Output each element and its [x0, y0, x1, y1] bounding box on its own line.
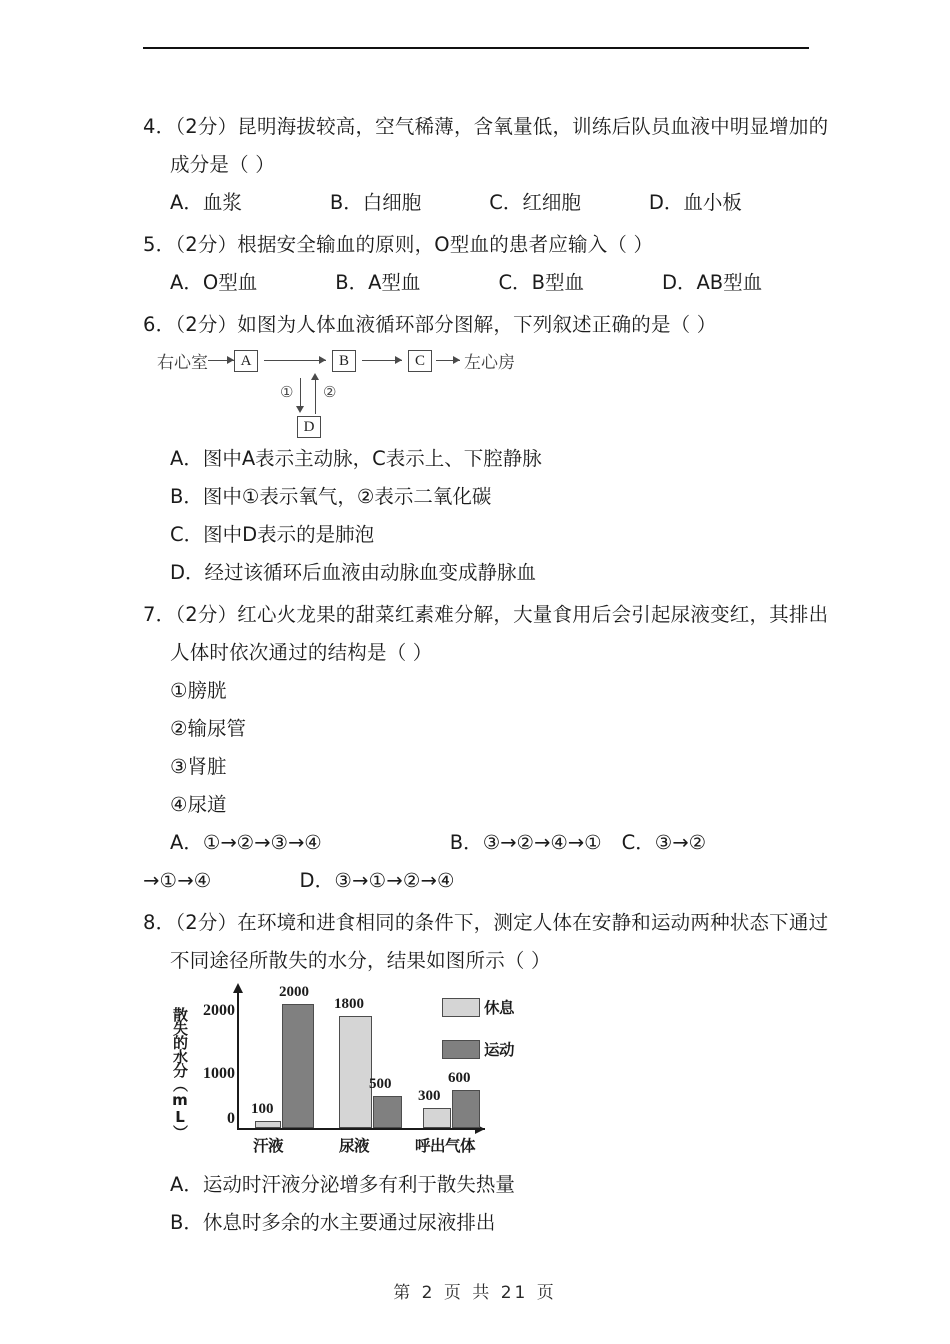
page-footer: 第 2 页 共 21 页: [393, 1283, 557, 1303]
question-7-item-3: ③肾脏: [170, 755, 227, 778]
option-c-label: C．: [621, 831, 655, 854]
option-b-label: B．: [335, 271, 369, 294]
bar-exercise-urine: [373, 1096, 402, 1128]
question-8: [143, 904, 829, 1242]
option-d-text: 经过该循环后血液由动脉血变成静脉血: [204, 561, 537, 584]
header-divider: [143, 47, 809, 49]
option-d-text: ③→①→②→④: [334, 869, 455, 892]
chart-y-axis-label: 散失的水分（mL）: [171, 1007, 189, 1139]
page-content: [143, 108, 829, 1246]
question-6: [143, 306, 815, 592]
chart-x-axis: [237, 1128, 485, 1130]
question-5-options: [143, 264, 815, 302]
option-c-label: C．: [498, 271, 532, 294]
option-a-text: 图中A表示主动脉，C表示上、下腔静脉: [202, 447, 542, 470]
option-a-label: A．: [170, 447, 203, 470]
water-loss-bar-chart: [167, 984, 515, 1164]
option-c-text: 图中D表示的是肺泡: [203, 523, 375, 546]
question-7-option-c-continued[interactable]: →①→④: [143, 869, 212, 892]
question-7: [143, 596, 829, 900]
question-4-stem-line-1: 4．（2分）昆明海拔较高，空气稀薄，含氧量低，训练后队员血液中明显增加的: [143, 115, 829, 138]
question-4-option-c[interactable]: [489, 184, 581, 222]
question-8-stem-line-1: 8．（2分）在环境和进食相同的条件下，测定人体在安静和运动两种状态下通过: [143, 911, 829, 934]
chart-y-axis: [237, 992, 239, 1130]
bar-value-exercise-exhaled: 600: [448, 1070, 471, 1086]
legend-label-exercise: 运动: [484, 1041, 515, 1059]
bar-exercise-sweat: [282, 1004, 314, 1128]
diagram-start-label: 右心室: [157, 353, 208, 373]
question-5-option-b[interactable]: [335, 264, 420, 302]
option-d-text: 血小板: [683, 191, 742, 214]
option-c-text: B型血: [531, 271, 584, 294]
legend-swatch-exercise: [442, 1040, 480, 1059]
option-d-label: D．: [170, 561, 205, 584]
legend-swatch-rest: [442, 998, 480, 1017]
bar-rest-urine: [339, 1016, 372, 1128]
option-d-text: AB型血: [696, 271, 763, 294]
option-b-text: 休息时多余的水主要通过尿液排出: [202, 1211, 496, 1234]
arrow-right-icon: [208, 356, 234, 366]
question-7-stem-line-2: 人体时依次通过的结构是（ ）: [170, 641, 433, 664]
blood-circulation-diagram: [143, 346, 815, 438]
question-7-option-a[interactable]: [170, 824, 322, 862]
arrow-right-icon: [436, 356, 460, 366]
option-d-label: D．: [648, 191, 684, 214]
question-7-stem-line-1: 7．（2分）红心火龙果的甜菜红素难分解，大量食用后会引起尿液变红，其排出: [143, 603, 829, 626]
option-b-label: B．: [329, 191, 363, 214]
axis-arrow-up-icon: [233, 983, 243, 993]
diagram-box-a: A: [234, 350, 258, 372]
question-7-option-c[interactable]: [622, 824, 706, 862]
question-6-option-c[interactable]: [143, 516, 815, 554]
option-b-label: B．: [170, 1211, 203, 1234]
option-a-text: 血浆: [202, 191, 242, 214]
option-a-text: 运动时汗液分泌增多有利于散失热量: [202, 1173, 515, 1196]
bar-value-rest-sweat: 100: [251, 1101, 274, 1117]
option-c-label: C．: [170, 523, 204, 546]
option-d-label: D．: [661, 271, 697, 294]
diagram-box-b: B: [332, 350, 356, 372]
option-a-text: O型血: [202, 271, 258, 294]
question-7-option-d[interactable]: [299, 862, 454, 900]
option-c-text: 红细胞: [522, 191, 581, 214]
question-4-option-d[interactable]: [649, 184, 742, 222]
option-b-label: B．: [170, 485, 203, 508]
bar-rest-sweat: [255, 1121, 281, 1128]
diagram-end-label: 左心房: [464, 353, 515, 373]
option-a-label: A．: [170, 191, 203, 214]
question-4-option-b[interactable]: [330, 184, 421, 222]
chart-category-label-sweat: 汗液: [253, 1137, 284, 1155]
question-4-options: [143, 184, 815, 222]
option-b-text: ③→②→④→①: [482, 831, 602, 854]
question-5-option-d[interactable]: [662, 264, 762, 302]
chart-y-tick-2000: 2000: [203, 1002, 235, 1019]
chart-legend: [442, 996, 572, 1080]
chart-y-tick-0: 0: [227, 1110, 235, 1127]
question-5-option-c[interactable]: [498, 264, 584, 302]
question-4-option-a[interactable]: [170, 184, 242, 222]
option-b-text: 白细胞: [362, 191, 422, 214]
question-6-option-b[interactable]: [143, 478, 815, 516]
option-b-label: B．: [449, 831, 483, 854]
diagram-exchange-group: [157, 370, 417, 438]
chart-category-label-exhaled: 呼出气体: [415, 1137, 476, 1155]
bar-rest-exhaled: [423, 1108, 451, 1128]
chart-y-ticks: [191, 986, 235, 1146]
question-6-option-a[interactable]: [143, 440, 815, 478]
question-8-option-a[interactable]: [143, 1166, 815, 1204]
question-7-item-2: ②输尿管: [170, 717, 246, 740]
option-a-text: ①→②→③→④: [202, 831, 322, 854]
option-b-text: A型血: [368, 271, 421, 294]
diagram-box-d: D: [297, 416, 321, 438]
diagram-mark-1: ①: [280, 385, 294, 401]
arrow-up-line: [315, 380, 316, 414]
bar-value-exercise-urine: 500: [369, 1076, 392, 1092]
option-a-label: A．: [170, 1173, 203, 1196]
question-6-stem-line-1: 6．（2分）如图为人体血液循环部分图解，下列叙述正确的是（ ）: [143, 313, 717, 336]
question-4: [143, 108, 829, 222]
arrow-right-icon: [362, 356, 402, 366]
legend-item-rest: [442, 996, 572, 1018]
legend-item-exercise: [442, 1038, 572, 1060]
question-6-option-d[interactable]: [143, 554, 815, 592]
question-5-stem-line-1: 5．（2分）根据安全输血的原则，O型血的患者应输入（ ）: [143, 233, 654, 256]
question-5: [143, 226, 815, 302]
bar-value-exercise-sweat: 2000: [279, 984, 309, 1000]
bar-value-rest-exhaled: 300: [418, 1088, 441, 1104]
option-d-label: D．: [299, 869, 335, 892]
question-7-options-row-1: [143, 824, 815, 862]
chart-y-tick-1000: 1000: [203, 1065, 235, 1082]
question-7-options-row-2: [143, 862, 815, 900]
arrow-right-icon: [264, 356, 326, 366]
arrow-down-icon: [296, 406, 304, 413]
question-4-stem-line-2: 成分是（ ）: [170, 153, 275, 176]
diagram-mark-2: ②: [323, 385, 337, 401]
question-7-option-b[interactable]: [450, 824, 602, 862]
chart-category-label-urine: 尿液: [339, 1137, 370, 1155]
question-7-item-4: ④尿道: [170, 793, 227, 816]
question-5-option-a[interactable]: [170, 264, 257, 302]
diagram-box-c: C: [408, 350, 432, 372]
arrow-down-line: [300, 378, 301, 408]
legend-label-rest: 休息: [484, 999, 515, 1017]
option-c-label: C．: [489, 191, 523, 214]
question-8-stem-line-2: 不同途径所散失的水分，结果如图所示（ ）: [170, 949, 551, 972]
arrow-up-icon: [311, 373, 319, 380]
option-b-text: 图中①表示氧气，②表示二氧化碳: [202, 485, 492, 508]
option-c-text: ③→②: [654, 831, 707, 854]
chart-plot-area: [237, 984, 515, 1130]
option-a-label: A．: [170, 271, 203, 294]
bar-value-rest-urine: 1800: [334, 996, 364, 1012]
question-7-item-1: ①膀胱: [170, 679, 227, 702]
bar-exercise-exhaled: [452, 1090, 480, 1128]
option-a-label: A．: [170, 831, 203, 854]
question-8-option-b[interactable]: [143, 1204, 815, 1242]
